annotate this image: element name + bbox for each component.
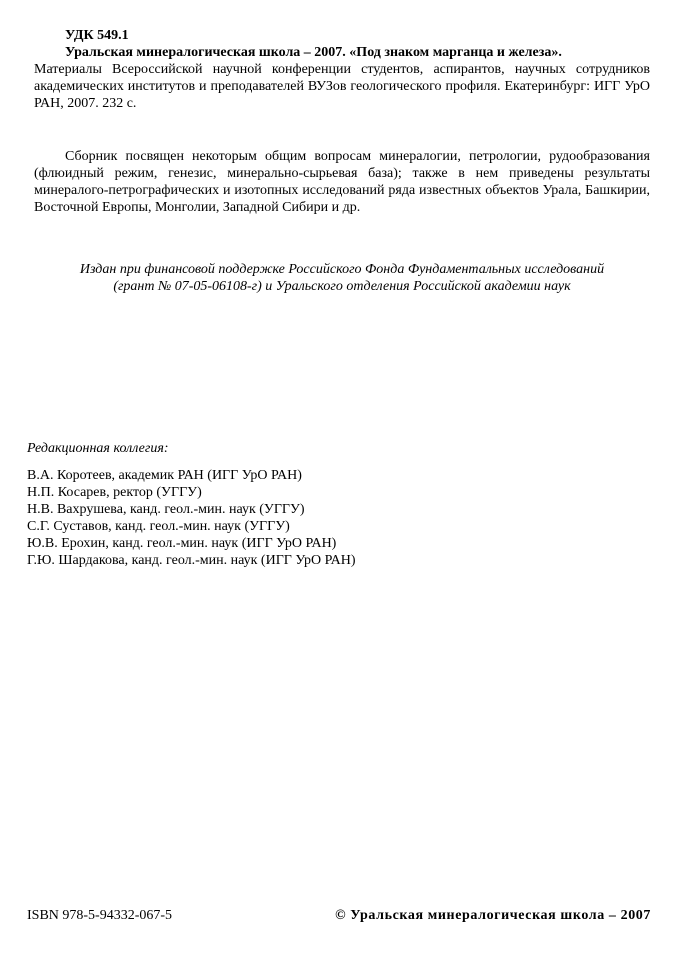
board-member: Г.Ю. Шардакова, канд. геол.-мин. наук (ИГГ УрО РАН) (27, 553, 356, 568)
bibliographic-description (34, 44, 650, 112)
editorial-board-list (27, 467, 356, 569)
isbn-number: ISBN 978-5-94332-067-5 (27, 908, 173, 923)
board-member: Н.В. Вахрушева, канд. геол.-мин. наук (УГГУ) (27, 502, 305, 517)
board-member: Н.П. Косарев, ректор (УГГУ) (27, 485, 202, 500)
publication-title: Уральская минералогическая школа – 2007. «Под знаком марганца и железа». (65, 45, 562, 60)
publication-details: Материалы Всероссийской научной конференции студентов, аспирантов, научных сотрудников академических институтов и преподавателей ВУЗов геологического профиля. Екатеринбург: ИГГ УрО РАН, 2007. 232 с. (34, 62, 650, 111)
board-member: В.А. Коротеев, академик РАН (ИГГ УрО РАН) (27, 468, 302, 483)
funding-line-2: (грант № 07-05-06108-г) и Уральского отделения Российской академии наук (113, 279, 571, 294)
copyright-notice: © Уральская минералогическая школа – 2007 (335, 908, 651, 923)
funding-note (34, 261, 650, 295)
editorial-board-heading: Редакционная коллегия: (27, 441, 169, 456)
abstract-paragraph: Сборник посвящен некоторым общим вопросам минералогии, петрологии, рудообразования (флюидный режим, генезис, минерально-сырьевая база); также в нем приведены результаты минералого-петрографических и изотопных исследований ряда известных объектов Урала, Башкирии, Восточной Европы, Монголии, Западной Сибири и др. (34, 149, 650, 215)
board-member: С.Г. Суставов, канд. геол.-мин. наук (УГГУ) (27, 519, 290, 534)
funding-line-1: Издан при финансовой поддержке Российского Фонда Фундаментальных исследований (79, 262, 605, 277)
udc-code: УДК 549.1 (65, 28, 129, 43)
board-member: Ю.В. Ерохин, канд. геол.-мин. наук (ИГГ УрО РАН) (27, 536, 337, 551)
